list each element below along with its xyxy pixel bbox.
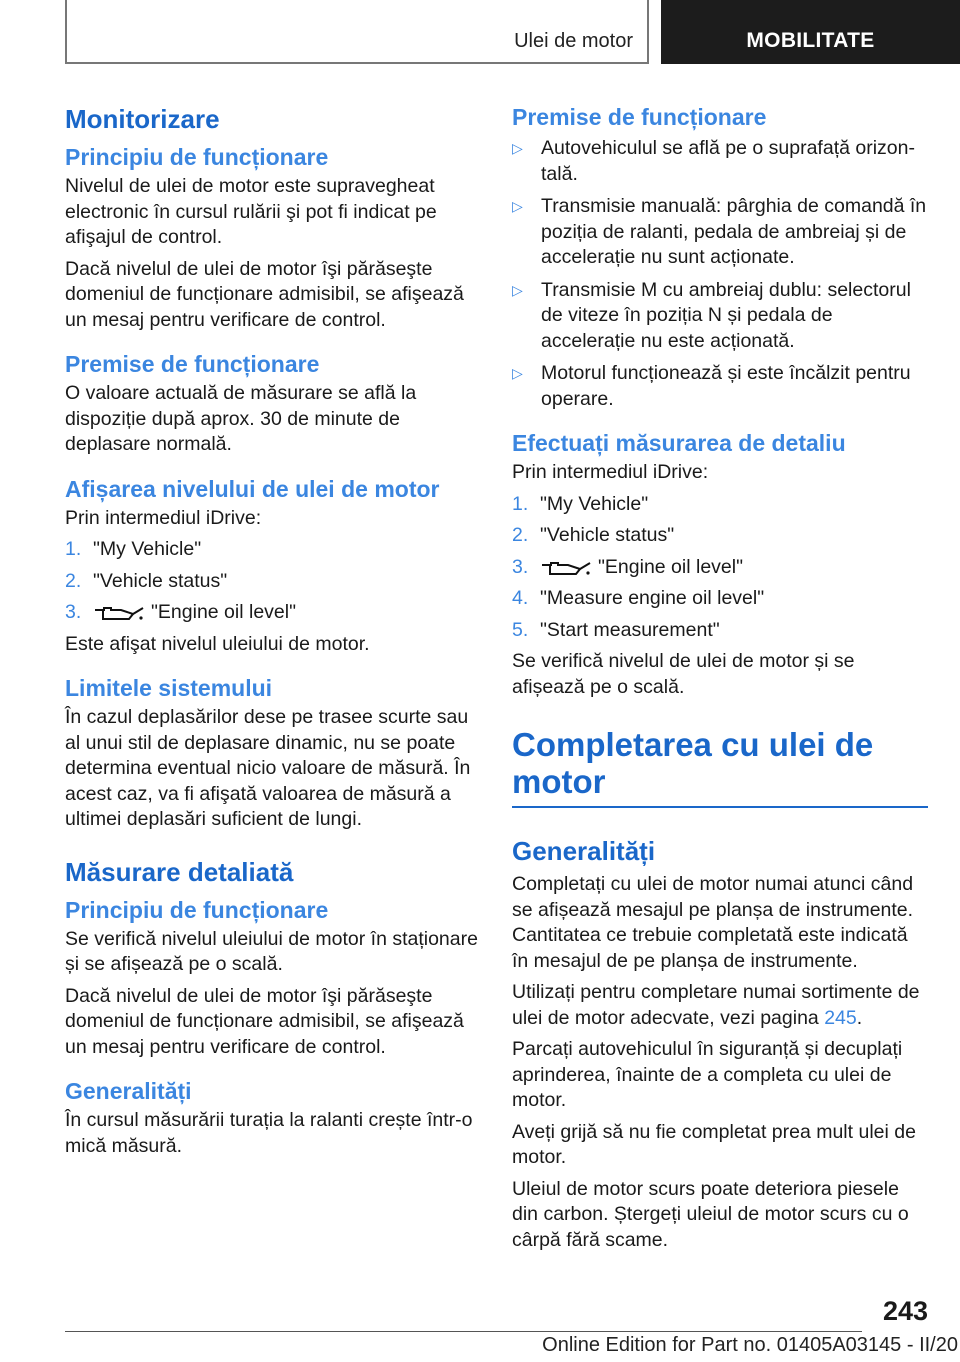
list-item — [65, 569, 479, 595]
paragraph: Se verifică nivelul de ulei de motor și se afișează pe o scală. — [512, 650, 855, 698]
step-text: "Measure engine oil level" — [540, 587, 765, 609]
step-number: 3. — [512, 555, 529, 578]
oil-can-icon — [93, 605, 145, 621]
triangle-right-icon: ▷ — [512, 198, 523, 214]
step-text: "Vehicle status" — [540, 524, 675, 546]
paragraph: Uleiul de motor scurs poate deteriora piesele din carbon. Ștergeți uleiul de motor scurs cu o cârpă fără scame. — [512, 1177, 909, 1251]
triangle-right-icon: ▷ — [512, 281, 523, 298]
step-number: 1. — [512, 492, 529, 515]
paragraph: Parcați autovehiculul în siguranță și decuplați aprinderea, înainte de a completa cu ulei de motor. — [512, 1038, 903, 1111]
heading-masurare: Măsurare detaliată — [65, 856, 294, 887]
list-item — [512, 194, 928, 271]
heading-limitele: Limitele sistemului — [65, 675, 273, 701]
heading-principiu-2: Principiu de funcționare — [65, 896, 329, 923]
condition-text: Transmisie M cu ambreiaj dublu: selectorul de viteze în poziția N și pedala de accelerație nu este acționată. — [541, 278, 911, 352]
footer-divider — [65, 1331, 862, 1332]
paragraph: Dacă nivelul de ulei de motor îşi părăseşte domeniul de funcționare admisibil, se afişează un mesaj pentru verificare de control. — [65, 984, 464, 1058]
heading-generalitati-left: Generalități — [65, 1078, 192, 1104]
triangle-right-icon: ▷ — [512, 140, 523, 156]
paragraph: Dacă nivelul de ulei de motor îşi părăseşte domeniul de funcționare admisibil, se afişează un mesaj pentru verificare de control. — [65, 257, 464, 331]
list-item — [512, 618, 928, 644]
list-item — [512, 523, 928, 549]
header-chapter-title: MOBILITATE — [746, 29, 875, 52]
page-number: 243 — [882, 1296, 928, 1326]
step-number: 3. — [65, 601, 82, 623]
conditions-list — [512, 136, 928, 412]
heading-afisarea: Afișarea nivelului de ulei de motor — [65, 475, 440, 502]
oil-can-icon — [540, 560, 592, 576]
condition-text: Motorul funcționează și este încălzit pentru operare. — [541, 362, 911, 410]
condition-text: Autovehiculul se află pe o suprafață orizontală. — [541, 137, 915, 185]
header-section-box — [65, 0, 649, 64]
triangle-right-icon: ▷ — [512, 365, 523, 381]
paragraph: În cazul deplasărilor dese pe trasee scurte sau al unui stil de deplasare dinamic, nu se poate determina eventual nicio valoare de măsură. În acest caz, va fi afişată valoarea de măsură a ultimei deplasări suficient de lungi. — [65, 706, 471, 830]
heading-monitorizare: Monitorizare — [65, 104, 220, 134]
paragraph — [512, 980, 928, 1031]
list-item — [65, 537, 479, 563]
paragraph: Este afişat nivelul uleiului de motor. — [65, 632, 370, 655]
step-number: 1. — [65, 538, 82, 560]
paragraph: Se verifică nivelul uleiului de motor în staționare și se afișează pe o scală. — [65, 927, 478, 975]
paragraph: În cursul măsurării turația la ralanti crește într-o mică măsură. — [65, 1109, 473, 1157]
footer-edition: Online Edition for Part no. 01405A03145 - II/20 — [542, 1334, 958, 1356]
chapter-heading-completarea: Completarea cu ulei de motor — [512, 726, 928, 808]
step-number: 2. — [512, 524, 529, 546]
step-text: "Vehicle status" — [93, 569, 228, 592]
paragraph: Nivelul de ulei de motor este supravegheat electronic în cursul rulării şi pot fi indicat pe afişajul de control. — [65, 175, 437, 248]
list-item — [512, 555, 928, 581]
paragraph: Completați cu ulei de motor numai atunci când se afișează mesajul pe planșa de instrumente. Cantitatea ce trebuie completată este indicată în mesajul de pe planșa de instrumente. — [512, 873, 914, 972]
paragraph: Prin intermediul iDrive: — [512, 461, 709, 483]
step-text: "My Vehicle" — [540, 492, 649, 515]
paragraph: O valoare actuală de măsurare se află la dispoziție după aprox. 30 de minute de deplasare normală. — [65, 382, 417, 455]
step-text: "Start measurement" — [540, 618, 720, 641]
page-reference-link[interactable]: 245 — [824, 1006, 857, 1029]
list-item — [512, 136, 928, 187]
heading-premise-right: Premise de funcționare — [512, 104, 767, 130]
list-item — [512, 586, 928, 612]
list-item — [512, 492, 928, 518]
left-column — [65, 100, 479, 1165]
paragraph: Prin intermediul iDrive: — [65, 506, 262, 529]
step-number: 4. — [512, 587, 529, 609]
paragraph-text-end: . — [856, 1006, 863, 1029]
list-item — [65, 600, 479, 626]
step-number: 2. — [65, 569, 82, 592]
paragraph-text: Utilizați pentru completare numai sortimente de ulei de motor adecvate, vezi pagina — [512, 981, 920, 1029]
step-number: 5. — [512, 618, 529, 641]
steps-list-right — [512, 492, 928, 644]
heading-generalitati-right: Generalități — [512, 836, 656, 866]
list-item — [512, 361, 928, 412]
heading-premise: Premise de funcționare — [65, 351, 320, 377]
header-chapter-tab — [661, 0, 960, 64]
steps-list-left — [65, 537, 479, 626]
header-section-title: Ulei de motor — [514, 30, 633, 52]
step-text: "Engine oil level" — [598, 555, 744, 578]
list-item — [512, 278, 928, 355]
step-text: "My Vehicle" — [93, 538, 202, 560]
heading-principiu-1: Principiu de funcționare — [65, 144, 329, 170]
step-text: "Engine oil level" — [151, 601, 297, 623]
heading-efectuati: Efectuați măsurarea de detaliu — [512, 430, 846, 456]
condition-text: Transmisie manuală: pârghia de comandă în poziția de ralanti, pedala de ambreiaj și de accelerație nu sunt acționate. — [541, 195, 927, 268]
paragraph: Aveți grijă să nu fie completat prea mult ulei de motor. — [512, 1120, 916, 1168]
right-column — [512, 100, 928, 1259]
